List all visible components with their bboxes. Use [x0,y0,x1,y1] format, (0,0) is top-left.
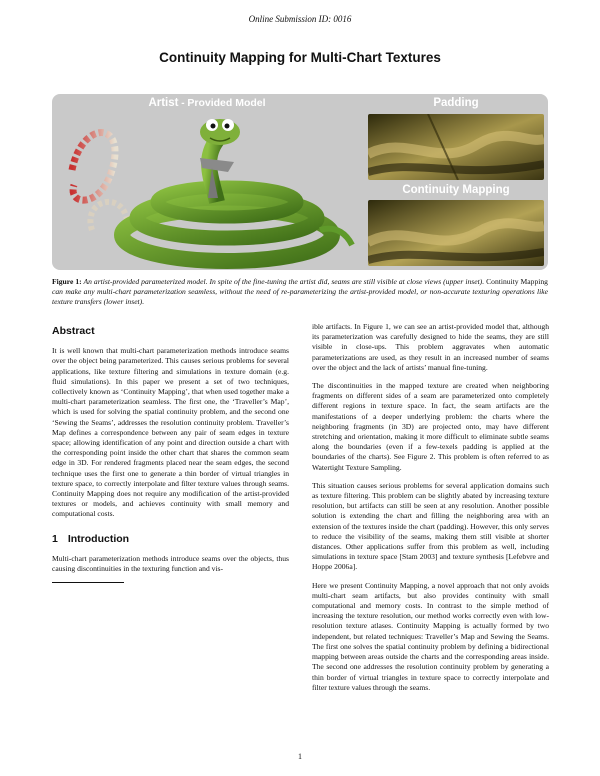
paragraph-4: Here we present Continuity Mapping, a novel approach that not only avoids multi-chart seam artifacts, but also provides continuity with small computational and memory costs. In contrast to the simple method of increasing the texture resolution, our method works correctly even with low-resolution texture atlases. Continuity Mapping is actually formed by two independent, but related techniques: Traveller’s Map and Sewing the Seams. The first one solves the spatial continuity problem by defining a bidirectional mapping between areas outside the charts and the corresponding areas inside. The second one addresses the resolution continuity problem by generating a thin border of virtual triangles in texture space to correctly interpolate and filter texture values through the seams. [312,580,549,692]
paragraph-2: The discontinuities in the mapped texture are created when neighboring fragments on different sides of a seam are parameterized onto completely different regions in texture space. In fact, the seam artifacts are the manifestations of a deeper underlying problem: the charts where the neighboring fragments (in 3D) are projected onto, may have different stretching and orientation, making it more difficult to eliminate subtle seams along the boundaries (even if a few-texels padding is applied at the boundaries of the charts). See Figure 2. This problem is often referred to as Watertight Texture Sampling. [312,381,549,472]
padding-texture-inset [368,114,544,180]
teaser-figure [52,94,548,270]
intro-paragraph: Multi-chart parameterization methods introduce seams over the objects, thus causing discontinuities in the texturing function and vis- [52,553,289,574]
introduction-heading: 1 Introduction [52,532,130,545]
continuity-mapping-texture-inset [368,200,544,266]
paper-title: Continuity Mapping for Multi-Chart Textures [159,50,441,65]
footnote-rule [52,582,124,583]
right-column [312,322,549,701]
figure-caption: Figure 1: An artist-provided parameterized model. In spite of the fine-tuning the artist did, seams are still visible at close views (upper inset). Continuity Mapping can make any multi-chart parameterization seamless, without the need of re-parameterizing the artist-provided model, or non-accurate texturing operations like texture transfers (lower inset). [52,277,548,306]
paragraph-3: This situation causes serious problems for several application domains such as texture filtering. This problem can be slightly abated by increasing texture resolution, but artifacts can still be seen at any resolution. Another possible solution is extending the chart and filling the neighboring area with an extension of the textures inside the chart (padding). However, this only serves to reduce the visibility of the seams, making them still visible at shorter distances. Other applications suffer from this problem as well, including simulations in texture space [Stam 2003] and texture synthesis [Lefebvre and Hoppe 2006a]. [312,480,549,572]
abstract-paragraph: It is well known that multi-chart parameterization methods introduce seams over the object being parameterized. This causes serious problems for several applications, like texture filtering and simulations in texture domain (e.g. fluid simulations). In this paper we present a set of two techniques, collectively known as ‘Continuity Mapping’, that when used together make a multi-chart parameterization seamless. The first one, the ‘Traveller’s Map’, which is used for solving the spatial continuity problem, and the second one ‘Sewing the Seams’, addresses the resolution continuity problem. Traveller’s Map defines a correspondence between any pair of seam edges in texture space; allowing identification of any point and direction outside a chart with the corresponding point inside the other chart that shares the common seam edge in 3D. For rendered fragments placed near the seam edges, the second technique uses the first one to generate a thin border of virtual triangles in texture space, to correctly interpolate and filter texture values through seams. Continuity Mapping does not require any modification of the artist-provided textures or models, and achieves continuity with small memory and computational costs. [52,346,289,519]
running-header: Online Submission ID: 0016 [248,14,352,24]
paragraph-1: ible artifacts. In Figure 1, we can see an artist-provided model that, although its parameterization was carefully designed to hide the seams, they are still visible in close-ups. This problem aggravates when automatic parameterizations are used, as they result in an increased number of seams over the object and the lack of artists’ manual fine-tuning. [312,322,549,372]
label-padding: Padding [433,97,479,109]
snake-model-image [52,110,364,270]
label-continuity-mapping: Continuity Mapping [402,184,510,196]
label-artist-provided-model: Artist - Provided Model [148,97,266,109]
page-number: 1 [298,752,302,761]
abstract-heading: Abstract [52,325,95,337]
left-column [52,322,289,583]
